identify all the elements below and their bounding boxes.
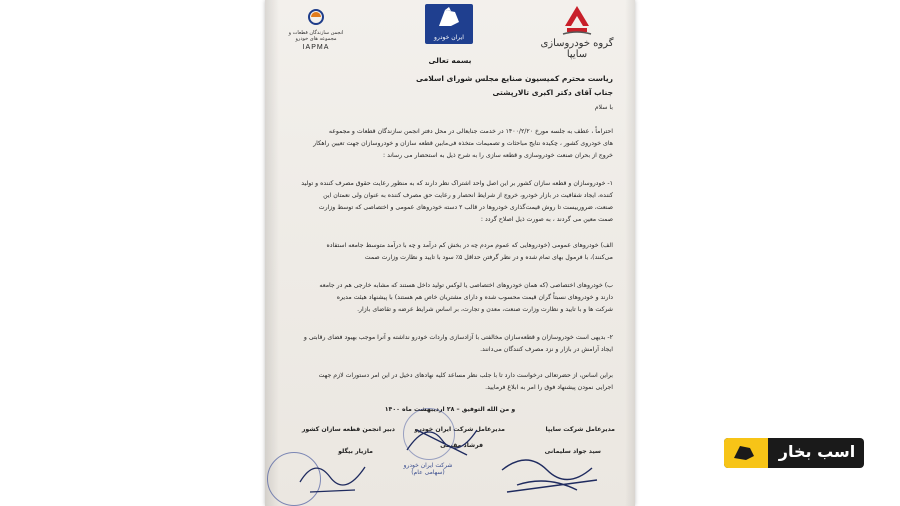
signature-name-ikco: فرشاد مقیمی (440, 442, 483, 449)
body-line-6: صنعت، ضرورییست تا روش قیمت‌گذاری خودروها در قالب ۲ دسته خودروهای عمومی و اختصاصی که توسط وزارت (318, 204, 613, 211)
body-line-11: دارند و خودروهای نسبتاً گران قیمت محسوب شده و دارای مشتریان خاص هم هستند) با پیشنهاد هیئت مدیره (336, 294, 613, 301)
bismillah-heading: بسمه تعالی (428, 56, 472, 65)
ikco-logo-text: ایران خودرو (434, 34, 464, 41)
ikco-logo (425, 4, 473, 44)
saipa-group-name: گروه خودروسازی سایپا (540, 38, 614, 60)
saipa-logo (537, 4, 617, 62)
brand-horse-icon (724, 438, 768, 468)
body-line-13: ۲- بدیهی است خودروسازان و قطعه‌سازان مخالفتی با آزادسازی واردات خودرو نداشته و آنرا موجب بهبود فضای رقابتی و (303, 334, 613, 341)
body-line-10: ب) خودروهای اختصاصی (که همان خودروهای اختصاصی یا لوکس تولید داخل هستند که مشابه خارجی هم در جامعه (319, 282, 613, 289)
body-line-3: خروج از بحران صنعت خودروسازی و قطعه سازی را به شرح ذیل به استحضار می رساند : (383, 152, 613, 159)
greeting: با سلام (594, 104, 613, 111)
body-line-12: شرکت ها و با تایید و نظارت وزارت صنعت، معدن و تجارت، بر اساس شرایط عرضه و تقاضای بازار. (357, 306, 613, 313)
recipient-name: جناب آقای دکتر اکبری تالارپشتی (492, 88, 613, 97)
body-line-7: صمت معین می گردند ، به صورت ذیل اصلاح گردد : (480, 216, 613, 223)
body-line-14: ایجاد آرامش در بازار و نزد مصرف کنندگان می‌دانند. (480, 346, 613, 353)
body-line-5: کننده، ایجاد شفافیت در بازار خودرو، خروج از شرایط انحصار و رعایت حق مصرف کننده به عنوان ولی نعمتان این (323, 192, 613, 199)
body-line-16: اجرایی نمودن پیشنهاد فوق را امر به ابلاغ فرمایید. (485, 384, 613, 391)
saipa-handwritten-signature (497, 440, 607, 500)
saipa-emblem-icon (537, 4, 617, 40)
iapma-emblem-icon (304, 8, 328, 26)
iapma-abbr: IAPMA (302, 44, 330, 51)
ikco-horse-icon (425, 4, 473, 32)
signature-title-saipa: مدیرعامل شرکت سایپا (545, 426, 615, 433)
closing-line: و من الله التوفیق – ۲۸ اردیبهشت ماه ۱۴۰۰ (384, 406, 516, 413)
body-line-9: می‌کنند)، با فرمول بهای تمام شده و در نظر گرفتن حداقل ۵٪ سود با تایید و نظارت وزارت صمت (364, 254, 613, 261)
paper-shadow-right (625, 0, 635, 506)
signature-name-saipa: سید جواد سلیمانی (544, 448, 601, 455)
paper-shadow-left (265, 0, 279, 506)
letter-paper (265, 0, 635, 506)
body-line-1: احتراماً ، عطف به جلسه مورخ ۱۴۰۰/۲/۲۰ در خدمت جنابعالی در محل دفتر انجمن سازندگان قطعات و مجموعه (328, 128, 613, 135)
body-line-8: الف) خودروهای عمومی (خودروهایی که عموم مردم چه در بخش کم درآمد و چه با درآمد متوسط جامعه استفاده (326, 242, 613, 249)
body-line-15: براین اساس، از حضرتعالی درخواست دارد تا با جلب نظر مساعد کلیه نهادهای دخیل در این امر دستورات لازم جهت (318, 372, 613, 379)
recipient-title: ریاست محترم کمیسیون صنایع مجلس شورای اسلامی (416, 74, 613, 83)
iapma-handwritten-signature (295, 452, 375, 502)
brand-name: اسب بخار (778, 442, 856, 461)
signature-title-iapma: دبیر انجمن قطعه سازان کشور (301, 426, 395, 433)
signature-title-ikco: مدیرعامل شرکت ایران خودرو (414, 426, 505, 433)
iapma-logo (283, 8, 349, 51)
body-line-4: ۱- خودروسازان و قطعه سازان کشور بر این اصل واحد اشتراک نظر دارند که به منظور رعایت حقوق مصرف کننده و تولید (301, 180, 613, 187)
iapma-org-name: انجمن سازندگان قطعات و مجموعه های خودرو (288, 30, 344, 42)
signature-name-iapma: مازیار بیگلو (338, 448, 373, 455)
brand-watermark (724, 438, 864, 468)
ikco-stamp-text: شرکت ایران خودرو (سهامی عام) (403, 462, 453, 476)
body-line-2: های خودروی کشور ، چکیده نتایج مباحثات و تصمیمات متخذه فی‌مابین قطعه سازان و خودروسازان جهت تعیین راهکار (313, 140, 613, 147)
ikco-handwritten-signature (397, 410, 487, 470)
